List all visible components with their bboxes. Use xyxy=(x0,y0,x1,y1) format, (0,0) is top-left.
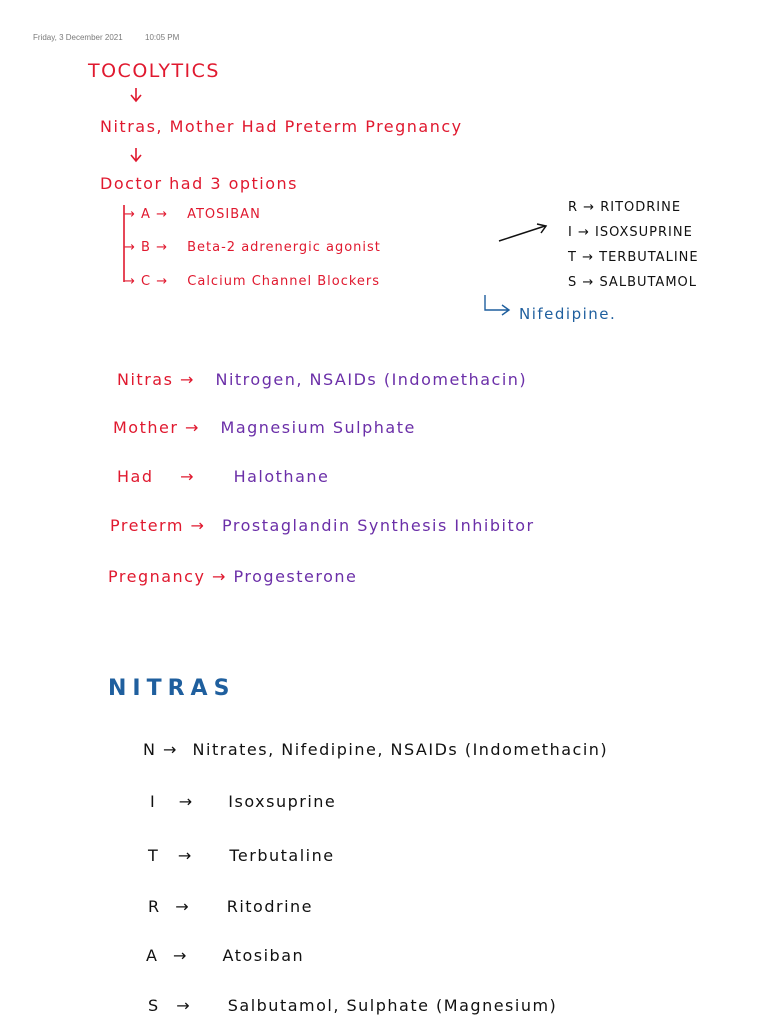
beta-letter: R xyxy=(568,200,579,215)
nitras-letter: T xyxy=(148,846,160,865)
nitras-meaning: Ritodrine xyxy=(226,897,313,916)
flow-step-options: Doctor had 3 options xyxy=(100,174,299,193)
right-arrow-icon: → xyxy=(124,240,142,255)
right-arrow-icon: → xyxy=(172,792,201,811)
option-text: Calcium Channel Blockers xyxy=(187,274,381,289)
option-text: ATOSIBAN xyxy=(187,207,261,222)
mnemonic-row xyxy=(110,516,535,535)
mnemonic-word: Had xyxy=(117,467,154,486)
beta-text: RITODRINE xyxy=(600,200,682,215)
right-arrow-icon: → xyxy=(576,250,600,265)
beta-item-t xyxy=(568,250,699,265)
option-b xyxy=(124,240,381,255)
nitras-letter: A xyxy=(146,946,159,965)
option-text: Beta-2 adrenergic agonist xyxy=(187,240,381,255)
right-arrow-icon: → xyxy=(171,846,200,865)
beta-text: SALBUTAMOL xyxy=(599,275,698,290)
right-arrow-icon: → xyxy=(156,740,185,759)
right-arrow-icon: → xyxy=(124,207,142,222)
beta-letter: S xyxy=(568,275,578,290)
right-arrow-icon: → xyxy=(173,370,202,389)
beta-text: ISOXSUPRINE xyxy=(595,225,693,240)
mnemonic-row xyxy=(108,567,357,586)
right-arrow-icon: → xyxy=(124,274,142,289)
nitras-meaning: Terbutaline xyxy=(229,846,335,865)
nitras-letter: R xyxy=(148,897,161,916)
right-arrow-icon: → xyxy=(150,240,174,255)
nitras-row xyxy=(143,740,608,759)
nitras-meaning: Isoxsuprine xyxy=(228,792,337,811)
right-arrow-icon: → xyxy=(183,516,213,535)
mnemonic-word: Nitras xyxy=(117,370,174,389)
option-a xyxy=(124,207,261,222)
beta-letter: T xyxy=(568,250,577,265)
right-arrow-icon: → xyxy=(173,467,202,486)
nitras-row xyxy=(150,792,336,811)
option-letter: C xyxy=(141,274,152,289)
right-arrow-icon: → xyxy=(578,200,601,215)
flow-step-mnemonic: Nitras, Mother Had Preterm Pregnancy xyxy=(100,117,463,136)
right-arrow-icon: → xyxy=(151,274,174,289)
mnemonic-row xyxy=(117,370,527,389)
ccb-example: Nifedipine. xyxy=(519,305,617,323)
nitras-meaning: Salbutamol, Sulphate (Magnesium) xyxy=(227,996,558,1015)
beta-item-i xyxy=(568,225,693,240)
right-arrow-icon: → xyxy=(577,275,600,290)
nitras-row xyxy=(146,946,304,965)
mnemonic-meaning: Progesterone xyxy=(233,567,358,586)
note-time: 10:05 PM xyxy=(145,33,180,42)
mnemonic-meaning: Magnesium Sulphate xyxy=(220,418,416,437)
beta-text: TERBUTALINE xyxy=(599,250,699,265)
mnemonic-word: Mother xyxy=(113,418,179,437)
tocolytics-title: TOCOLYTICS xyxy=(88,60,220,82)
right-arrow-icon: → xyxy=(166,946,195,965)
mnemonic-meaning: Halothane xyxy=(233,467,330,486)
nitras-letter: S xyxy=(148,996,160,1015)
beta-item-r xyxy=(568,200,681,215)
nitras-meaning: Nitrates, Nifedipine, NSAIDs (Indomethacin) xyxy=(192,740,609,759)
right-arrow-icon: → xyxy=(150,207,174,222)
beta-item-s xyxy=(568,275,697,290)
note-date: Friday, 3 December 2021 xyxy=(33,33,123,42)
nitras-letter: N xyxy=(143,740,157,759)
mnemonic-word: Preterm xyxy=(110,516,184,535)
nitras-meaning: Atosiban xyxy=(222,946,305,965)
nitras-title: NITRAS xyxy=(108,676,236,701)
nitras-row xyxy=(148,846,335,865)
option-c xyxy=(124,274,380,289)
option-letter: A xyxy=(141,207,151,222)
right-arrow-icon: → xyxy=(572,225,596,240)
right-arrow-icon: → xyxy=(168,897,197,916)
nitras-letter: I xyxy=(150,792,157,811)
nitras-row xyxy=(148,996,557,1015)
option-letter: B xyxy=(141,240,151,255)
mnemonic-word: Pregnancy xyxy=(108,567,206,586)
mnemonic-row xyxy=(113,418,416,437)
mnemonic-row xyxy=(117,467,329,486)
beta-letter: I xyxy=(568,225,573,240)
right-arrow-icon: → xyxy=(178,418,207,437)
mnemonic-meaning: Nitrogen, NSAIDs (Indomethacin) xyxy=(215,370,528,389)
nitras-row xyxy=(148,897,313,916)
right-arrow-icon: → xyxy=(169,996,198,1015)
mnemonic-meaning: Prostaglandin Synthesis Inhibitor xyxy=(222,516,535,535)
right-arrow-icon: → xyxy=(205,567,234,586)
